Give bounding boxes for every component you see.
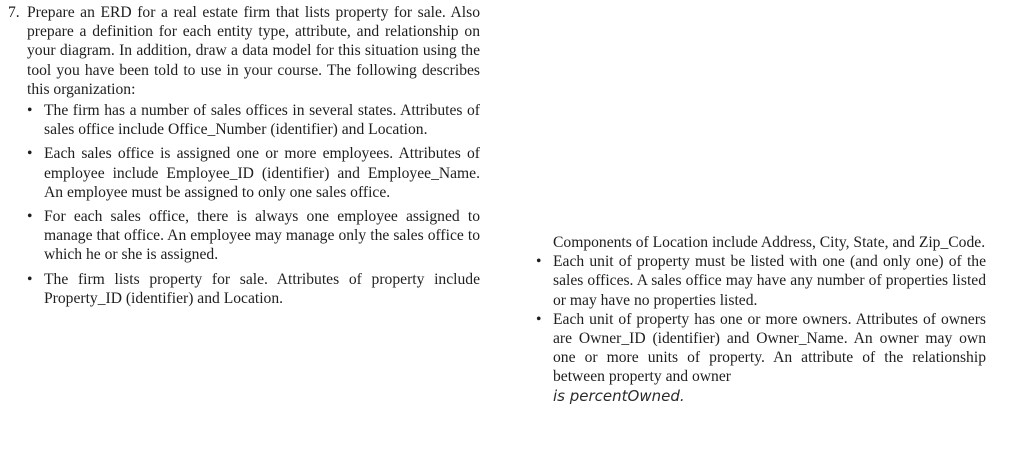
bullet-item	[8, 270, 480, 308]
left-column	[8, 3, 480, 308]
location-continuation: Components of Location include Address, City, State, and Zip_Code.	[553, 234, 986, 251]
bullet-marker: •	[536, 310, 542, 328]
bullet-list-right	[534, 252, 986, 406]
bullet-item	[8, 207, 480, 265]
bullet-text: For each sales office, there is always one employee assigned to manage that office. An employee may manage only the sales office to which he or she is assigned.	[44, 208, 480, 264]
question-intro: Prepare an ERD for a real estate firm that lists property for sale. Also prepare a definition for each entity type, attribute, and relationship on your diagram. In addition, draw a data model for this situation using the tool you have been told to use in your course. The following describes this organization:	[27, 4, 480, 98]
bullet-item	[8, 144, 480, 202]
bullet-item	[534, 310, 986, 406]
bullet-marker: •	[27, 208, 33, 226]
bullet-item	[8, 101, 480, 139]
bullet-list-left	[8, 101, 480, 308]
bullet-text: Each unit of property must be listed with one (and only one) of the sales offices. A sales office may have any number of properties listed or may have no properties listed.	[553, 253, 986, 309]
bullet-text: Each sales office is assigned one or more employees. Attributes of employee include Employee_ID (identifier) and Employee_Name. An employee must be assigned to only one sales office.	[44, 145, 480, 201]
bullet-marker: •	[27, 270, 33, 288]
bullet-text: The firm lists property for sale. Attributes of property include Property_ID (identifier) and Location.	[44, 270, 480, 307]
bullet-marker: •	[27, 102, 33, 120]
bullet-marker: •	[27, 145, 33, 163]
bullet-item	[534, 252, 986, 310]
bullet-text: Each unit of property has one or more owners. Attributes of owners are Owner_ID (identifier) and Owner_Name. An owner may own one or more units of property. An attribute of the relationship between property and owner	[553, 310, 986, 386]
bullet-text: The firm has a number of sales offices in several states. Attributes of sales office include Office_Number (identifier) and Location.	[44, 102, 480, 139]
right-column	[534, 233, 986, 406]
bullet-marker: •	[536, 253, 542, 271]
question-number: 7.	[8, 4, 20, 21]
handwritten-answer: is percentOwned.	[553, 386, 685, 405]
